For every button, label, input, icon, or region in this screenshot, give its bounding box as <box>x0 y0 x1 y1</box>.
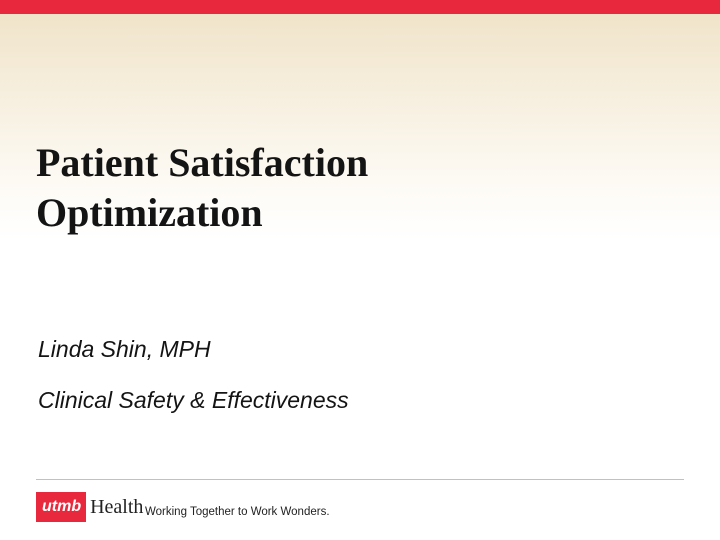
slide-title-line-2: Optimization <box>36 190 263 235</box>
utmb-health-logo <box>36 492 143 522</box>
footer-divider <box>36 479 684 480</box>
slide-title <box>36 138 656 238</box>
logo-red-box: utmb <box>36 492 86 522</box>
slide-title-line-1: Patient Satisfaction <box>36 140 369 185</box>
presenter-name: Linda Shin, MPH <box>38 336 211 362</box>
presenter-department: Clinical Safety & Effectiveness <box>38 387 349 413</box>
top-accent-bar <box>0 0 720 14</box>
logo-wordmark: Health <box>90 496 144 518</box>
footer-tagline: Working Together to Work Wonders. <box>145 506 330 518</box>
